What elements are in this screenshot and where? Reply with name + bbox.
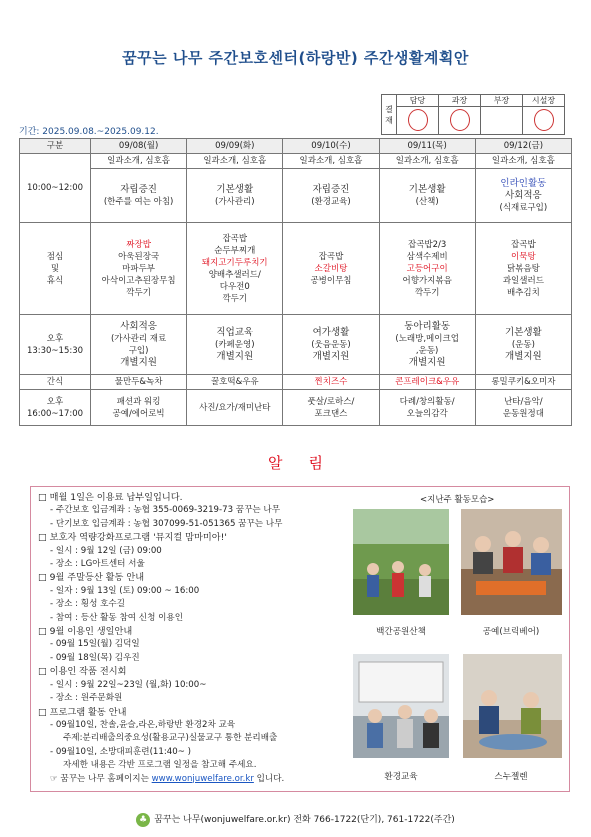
notice-line: - 09월 18일(목) 김우진	[50, 652, 140, 663]
snack-cell: 콘프레이크&우유	[379, 375, 475, 390]
approval-box	[381, 94, 565, 135]
menu-item: 짜장밥	[126, 239, 151, 250]
activity-line: 다례/창의활동/	[399, 396, 455, 407]
activity-line: 구입)	[128, 345, 149, 356]
pm-activity	[475, 315, 571, 375]
menu-item: 아욱된장국	[118, 251, 160, 262]
lunch-menu	[91, 223, 187, 315]
notice-line: - 일자 : 9월 13일 (토) 09:00 ~ 16:00	[50, 585, 200, 596]
activity-line: 개별지원	[120, 356, 157, 368]
pm2-activity	[379, 390, 475, 426]
activity-desc: (가사관리)	[215, 196, 255, 207]
notice-line: - 09월10일, 소방대피훈련(11:40~ )	[50, 746, 191, 757]
photo-environment-class	[353, 654, 449, 758]
snack-cell: 꿀호떡&우유	[187, 375, 283, 390]
label-line: 및	[50, 263, 60, 274]
approval-slot	[439, 107, 481, 135]
menu-item: 배추김치	[506, 287, 540, 298]
am-activity	[187, 169, 283, 223]
menu-item: 깍두기	[126, 287, 151, 298]
am-activity	[475, 169, 571, 223]
activity-line: 난타/음악/	[504, 396, 543, 407]
notice-line: - 주간보호 입금계좌 : 농협 355-0069-3219-73 꿈꾸는 나무	[50, 505, 281, 516]
activity-desc: (한주를 여는 아침)	[103, 196, 174, 207]
photos-caption: <지난주 활동모습>	[420, 495, 495, 505]
day-header: 09/12(금)	[475, 139, 571, 154]
activity-line: (운동)	[511, 339, 535, 350]
pm2-activity	[475, 390, 571, 426]
pm2-activity	[91, 390, 187, 426]
activity-title: 기본생활	[408, 183, 446, 195]
activity-line: 포크댄스	[314, 408, 348, 419]
notice-line: - 일시 : 9월 22일~23일 (월,화) 10:00~	[50, 679, 207, 690]
day-header: 09/09(화)	[187, 139, 283, 154]
approval-slot	[397, 107, 439, 135]
pm2-activity	[187, 390, 283, 426]
activity-line: 개별지원	[312, 350, 350, 362]
menu-item: 깍두기	[222, 293, 248, 304]
page-title: 꿈꾸는 나무 주간보호센터(하랑반) 주간생활계획안	[122, 49, 469, 67]
notice-line: 주제:분리배출의중요성(활용교구)실물교구 통한 분리배출	[63, 733, 278, 744]
notice-line: 자세한 내용은 각반 프로그램 일정을 참고해 주세요.	[63, 760, 257, 771]
activity-title: 사회적응	[505, 189, 542, 201]
menu-item: 마파두부	[122, 263, 156, 274]
photo-snoezelen	[463, 654, 562, 758]
approval-header: 시설장	[523, 95, 565, 107]
notice-heading: 알림	[268, 454, 349, 472]
greeting-cell: 일과소개, 심호흡	[475, 154, 571, 169]
activity-line: 풋살/로하스/	[307, 396, 355, 407]
menu-item: 소갈비탕	[314, 263, 348, 274]
activity-title: 인라인활동	[500, 177, 547, 189]
lunch-menu	[475, 223, 571, 315]
lunch-menu	[283, 223, 379, 315]
approval-slot	[523, 107, 565, 135]
menu-item: 과일샐러드	[502, 275, 544, 286]
pm2-label	[20, 390, 91, 426]
menu-item: 순두부찌개	[214, 245, 256, 256]
day-header: 09/11(목)	[379, 139, 475, 154]
menu-item: 어향가지볶음	[402, 275, 452, 286]
logo-icon: ♣	[136, 813, 150, 827]
photo-park-walk	[353, 509, 449, 615]
snack-cell: 롱밀쿠키&오미자	[475, 375, 571, 390]
activity-line: 개별지원	[216, 350, 254, 362]
activity-line: 동아리활동	[404, 320, 451, 332]
schedule-table	[19, 138, 572, 426]
snack-cell: 찐치즈수	[283, 375, 379, 390]
lunch-menu	[379, 223, 475, 315]
notice-line: - 일시 : 9월 12일 (금) 09:00	[50, 545, 162, 556]
am-activity	[283, 169, 379, 223]
activity-line: 기본생활	[505, 326, 542, 338]
notice-line: □ 9월 이용인 생일안내	[38, 626, 133, 638]
greeting-cell: 일과소개, 심호흡	[187, 154, 283, 169]
menu-item: 돼지고기두루치기	[201, 257, 268, 268]
menu-item: 공병이무침	[310, 275, 352, 286]
activity-desc: (식재료구입)	[499, 202, 548, 213]
day-header: 09/08(월)	[91, 139, 187, 154]
pm-activity	[91, 315, 187, 375]
greeting-cell: 일과소개, 심호흡	[283, 154, 379, 169]
notice-line: - 장소 : 원주문화원	[50, 693, 123, 704]
label-line: 오후	[46, 396, 64, 407]
label-line: 16:00~17:00	[26, 408, 84, 419]
menu-item: 깍두기	[414, 287, 440, 298]
am-activity	[91, 169, 187, 223]
footer-text: 꿈꾸는 나무(wonjuwelfare.or.kr) 전화 766-1722(단기), 761-1722(주간)	[154, 815, 455, 825]
activity-line: (카페운영)	[215, 339, 255, 350]
activity-line: 운동원정대	[502, 408, 544, 419]
label-line: 점심	[46, 251, 64, 262]
activity-line: 개별지원	[505, 350, 542, 362]
menu-item: 잡곡밥2/3	[407, 239, 447, 250]
menu-item: 이묵탕	[511, 251, 536, 262]
notice-line: □ 프로그램 활동 안내	[38, 706, 127, 718]
activity-title: 기본생활	[216, 183, 254, 195]
pm2-activity	[283, 390, 379, 426]
notice-line: - 09월10일, 찬솔,윤슬,라온,하랑반 환경2차 교육	[50, 719, 236, 730]
notice-list	[38, 491, 358, 786]
footer	[0, 812, 591, 827]
activity-desc: (환경교육)	[311, 196, 351, 207]
activity-title: 자립증진	[120, 183, 157, 195]
approval-header: 과장	[439, 95, 481, 107]
label-line: 휴식	[46, 275, 64, 286]
activity-line: 직업교육	[216, 326, 254, 338]
activity-line: 패션과 워킹	[116, 396, 161, 407]
menu-item: 잡곡밥	[511, 239, 536, 250]
menu-item: 다우전0	[219, 281, 250, 292]
notice-line: □ 이용인 작품 전시회	[38, 666, 127, 678]
photo-caption: 스누젤렌	[494, 772, 528, 782]
approval-header: 부장	[481, 95, 523, 107]
activity-line: 개별지원	[408, 356, 446, 368]
header-label: 구분	[20, 139, 91, 154]
approval-header: 담당	[397, 95, 439, 107]
notice-line: □ 매월 1일은 이용료 납부일입니다.	[38, 492, 183, 503]
activity-line: 오늘의감각	[406, 408, 448, 419]
am-time: 10:00~12:00	[20, 154, 91, 223]
homepage-link[interactable]: www.wonjuwelfare.or.kr	[151, 773, 254, 784]
day-header: 09/10(수)	[283, 139, 379, 154]
menu-item: 삼색수제비	[406, 251, 448, 262]
homepage-suffix: 입니다.	[253, 773, 285, 784]
pm-activity	[187, 315, 283, 375]
activity-line: (노래방,메이크업	[395, 333, 459, 344]
notice-line: - 참여 : 등산 활동 참여 신청 이용인	[50, 612, 184, 623]
seal-stamp	[450, 109, 470, 131]
activity-line: 사회적응	[120, 320, 157, 332]
lunch-menu	[187, 223, 283, 315]
greeting-cell: 일과소개, 심호흡	[379, 154, 475, 169]
homepage-line	[38, 773, 358, 786]
menu-item: 고등어구이	[406, 263, 448, 274]
activity-line: (가사관리 재료	[110, 333, 167, 344]
snack-label: 간식	[20, 375, 91, 390]
pm-activity	[283, 315, 379, 375]
pm-activity	[379, 315, 475, 375]
menu-item: 잡곡밥	[318, 251, 344, 262]
notice-line: □ 보호자 역량강화프로그램 '뮤지컬 맘마미아!'	[38, 532, 227, 544]
notice-line: □ 9월 주말등산 활동 안내	[38, 572, 145, 584]
activity-desc: (산책)	[415, 196, 439, 207]
activity-line: 여가생활	[312, 326, 350, 338]
activity-title: 자립증진	[312, 183, 350, 195]
greeting-cell: 일과소개, 심호흡	[91, 154, 187, 169]
notice-line: - 장소 : LG아트센터 서울	[50, 559, 145, 570]
menu-item: 양배추샐러드/	[208, 269, 261, 280]
notice-line: - 단기보호 입금계좌 : 농협 307099-51-051365 꿈꾸는 나무	[50, 518, 283, 529]
pm-label	[20, 315, 91, 375]
menu-item: 잡곡밥	[222, 233, 248, 244]
label-line: 오후	[46, 333, 64, 344]
approval-label: 결 재	[382, 95, 397, 135]
photo-caption: 백간공원산책	[376, 627, 426, 637]
activity-line: 공예/에어로빅	[112, 408, 165, 419]
notice-line: - 09월 15일(월) 김덕일	[50, 639, 140, 650]
activity-line: (웃음운동)	[311, 339, 351, 350]
menu-item: 닭볶음탕	[506, 263, 540, 274]
am-activity	[379, 169, 475, 223]
label-line: 13:30~15:30	[26, 345, 84, 356]
seal-stamp	[408, 109, 428, 131]
lunch-label	[20, 223, 91, 315]
activity-line: 사진/요가/재미난타	[199, 402, 271, 413]
photo-caption: 공예(브릭베어)	[482, 627, 540, 637]
photo-brick-craft	[461, 509, 562, 615]
notice-line: - 장소 : 횡성 호수길	[50, 599, 126, 610]
approval-slot	[481, 107, 523, 135]
homepage-prefix: ☞ 꿈꾸는 나무 홈페이지는	[50, 773, 152, 784]
activity-line: ,운동)	[415, 345, 439, 356]
snack-cell: 물만두&녹차	[91, 375, 187, 390]
period-text: 기간: 2025.09.08.~2025.09.12.	[19, 127, 159, 137]
menu-item: 아삭이고추된장무침	[101, 275, 176, 286]
photo-caption: 환경교육	[384, 772, 418, 782]
seal-stamp	[534, 109, 554, 131]
